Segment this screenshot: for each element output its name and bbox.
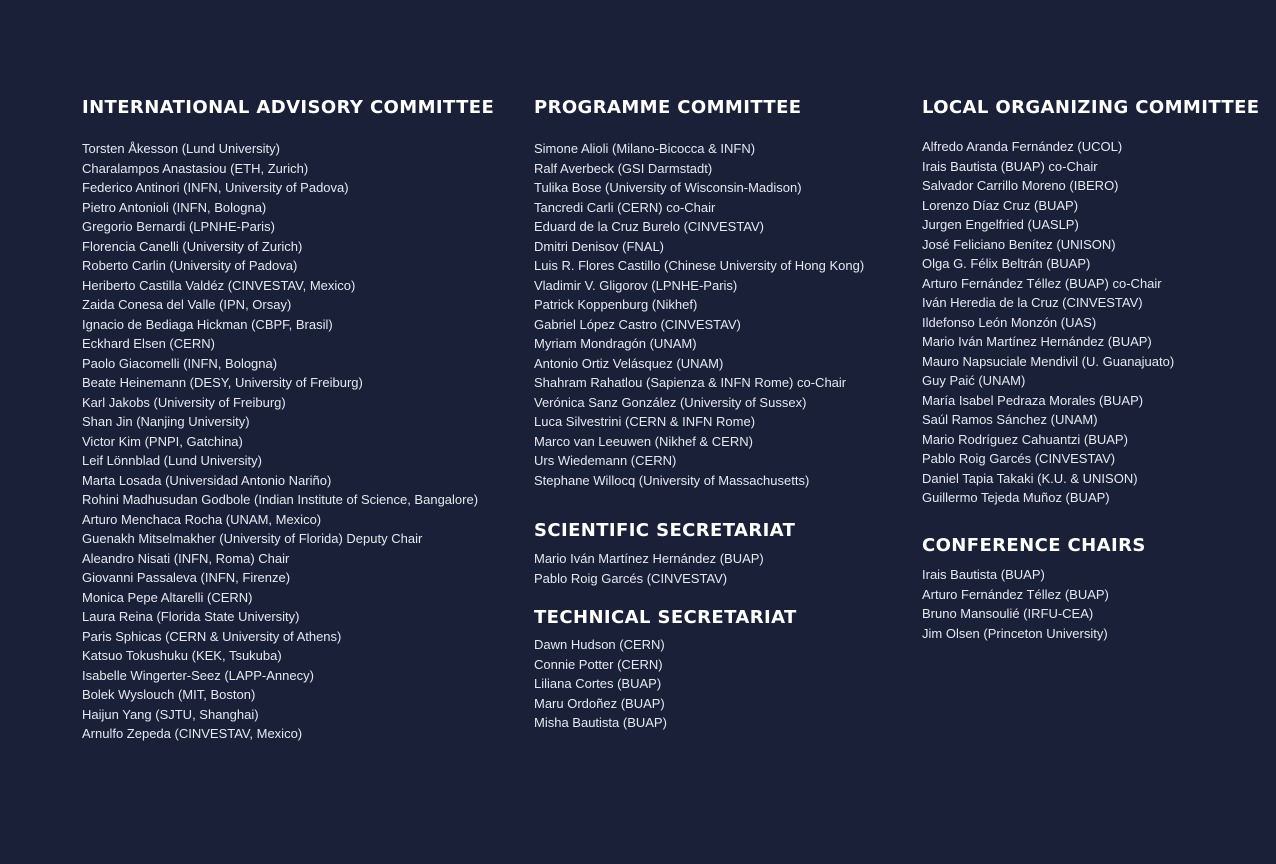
member-list-item: Antonio Ortiz Velásquez (UNAM) <box>534 355 724 371</box>
member-list-item: Florencia Canelli (University of Zurich) <box>82 238 303 254</box>
technical-secretariat-section <box>534 607 904 733</box>
member-list-item: Irais Bautista (BUAP) co-Chair <box>922 158 1098 174</box>
member-list-item: Arnulfo Zepeda (CINVESTAV, Mexico) <box>82 726 303 741</box>
member-list-item: Eduard de la Cruz Burelo (CINVESTAV) <box>534 219 764 234</box>
member-list-item: Jim Olsen (Princeton University) <box>922 625 1108 641</box>
member-list-item: Gregorio Bernardi (LPNHE-Paris) <box>82 219 275 234</box>
member-list-item: Dawn Hudson (CERN) <box>534 637 665 652</box>
member-list-item: Guy Paić (UNAM) <box>922 373 1026 388</box>
member-list-item: Liliana Cortes (BUAP) <box>534 676 662 691</box>
member-list-item: Luis R. Flores Castillo (Chinese University of Hong Kong) <box>534 258 865 273</box>
programme-committee-heading: PROGRAMME COMMITTEE <box>534 97 802 118</box>
member-list-item: José Feliciano Benítez (UNISON) <box>922 236 1116 252</box>
member-list-item: Gabriel López Castro (CINVESTAV) <box>534 316 741 332</box>
member-list-item: Guenakh Mitselmakher (University of Florida) Deputy Chair <box>82 531 423 546</box>
member-list-item: Pietro Antonioli (INFN, Bologna) <box>82 199 267 215</box>
member-list-item: Pablo Roig Garcés (CINVESTAV) <box>534 570 728 586</box>
member-list-item: Bruno Mansoulié (IRFU-CEA) <box>922 606 1094 621</box>
member-list-item: Mario Rodríguez Cahuantzi (BUAP) <box>922 431 1128 447</box>
member-list-item: Guillermo Tejeda Muñoz (BUAP) <box>922 490 1110 505</box>
member-list-item: Leif Lönnblad (Lund University) <box>82 453 262 468</box>
member-list-item: Laura Reina (Florida State University) <box>82 609 300 624</box>
international-advisory-committee-section <box>82 97 522 744</box>
member-list-item: Lorenzo Díaz Cruz (BUAP) <box>922 197 1079 213</box>
technical-secretariat-heading: TECHNICAL SECRETARIAT <box>534 607 797 628</box>
member-list-item: Daniel Tapia Takaki (K.U. & UNISON) <box>922 470 1138 486</box>
member-list-item: Shahram Rahatlou (Sapienza & INFN Rome) co-Chair <box>534 375 847 390</box>
conference-chairs-section <box>922 535 1252 643</box>
member-list-item: Isabelle Wingerter-Seez (LAPP-Annecy) <box>82 667 314 683</box>
member-list-item: Torsten Åkesson (Lund University) <box>82 141 280 156</box>
member-list-item: Saúl Ramos Sánchez (UNAM) <box>922 412 1098 427</box>
scientific-secretariat-section <box>534 520 904 588</box>
member-list-item: Monica Pepe Altarelli (CERN) <box>82 589 253 605</box>
member-list-item: Simone Alioli (Milano-Bicocca & INFN) <box>534 141 756 156</box>
conference-chairs-heading: CONFERENCE CHAIRS <box>922 535 1146 556</box>
member-list-item: Arturo Fernández Téllez (BUAP) <box>922 586 1109 602</box>
member-list-item: Tulika Bose (University of Wisconsin-Madison) <box>534 180 802 195</box>
member-list-item: Mario Iván Martínez Hernández (BUAP) <box>534 551 764 566</box>
member-list-item: Mauro Napsuciale Mendivil (U. Guanajuato) <box>922 353 1175 369</box>
member-list-item: Irais Bautista (BUAP) <box>922 567 1045 582</box>
scientific-secretariat-heading: SCIENTIFIC SECRETARIAT <box>534 520 796 541</box>
member-list-item: Marco van Leeuwen (Nikhef & CERN) <box>534 433 753 449</box>
member-list-item: Ignacio de Bediaga Hickman (CBPF, Brasil) <box>82 316 333 332</box>
international-advisory-committee-list <box>82 139 522 744</box>
member-list-item: Arturo Fernández Téllez (BUAP) co-Chair <box>922 275 1162 291</box>
member-list-item: Karl Jakobs (University of Freiburg) <box>82 394 286 410</box>
member-list-item: Pablo Roig Garcés (CINVESTAV) <box>922 451 1116 466</box>
member-list-item: Mario Iván Martínez Hernández (BUAP) <box>922 334 1152 349</box>
member-list-item: Roberto Carlin (University of Padova) <box>82 258 298 273</box>
member-list-item: Maru Ordoñez (BUAP) <box>534 695 665 711</box>
member-list-item: Marta Losada (Universidad Antonio Nariño) <box>82 472 332 488</box>
member-list-item: Heriberto Castilla Valdéz (CINVESTAV, Mexico) <box>82 277 356 293</box>
member-list-item: Paolo Giacomelli (INFN, Bologna) <box>82 355 278 371</box>
local-organizing-committee-heading: LOCAL ORGANIZING COMMITTEE <box>922 97 1260 118</box>
member-list-item: Bolek Wyslouch (MIT, Boston) <box>82 687 256 702</box>
local-organizing-committee-section <box>922 97 1260 508</box>
member-list-item: Vladimir V. Gligorov (LPNHE-Paris) <box>534 277 738 293</box>
member-list-item: Verónica Sanz González (University of Sussex) <box>534 394 807 410</box>
programme-committee-list <box>534 139 904 490</box>
member-list-item: Dmitri Denisov (FNAL) <box>534 238 665 254</box>
member-list-item: Ralf Averbeck (GSI Darmstadt) <box>534 160 713 176</box>
member-list-item: Connie Potter (CERN) <box>534 656 663 672</box>
member-list-item: Haijun Yang (SJTU, Shanghai) <box>82 706 259 722</box>
conference-chairs-list <box>922 565 1252 643</box>
member-list-item: Ildefonso León Monzón (UAS) <box>922 314 1097 330</box>
member-list-item: Eckhard Elsen (CERN) <box>82 336 215 351</box>
member-list-item: Giovanni Passaleva (INFN, Firenze) <box>82 570 291 585</box>
programme-committee-section <box>534 97 904 490</box>
member-list-item: Myriam Mondragón (UNAM) <box>534 336 697 351</box>
member-list-item: Shan Jin (Nanjing University) <box>82 414 250 429</box>
member-list-item: Olga G. Félix Beltrán (BUAP) <box>922 256 1091 271</box>
member-list-item: Arturo Menchaca Rocha (UNAM, Mexico) <box>82 511 322 527</box>
member-list-item: Urs Wiedemann (CERN) <box>534 453 677 468</box>
member-list-item: Misha Bautista (BUAP) <box>534 715 667 730</box>
member-list-item: Victor Kim (PNPI, Gatchina) <box>82 433 243 449</box>
member-list-item: Luca Silvestrini (CERN & INFN Rome) <box>534 414 756 429</box>
member-list-item: Iván Heredia de la Cruz (CINVESTAV) <box>922 295 1143 310</box>
scientific-secretariat-list <box>534 549 904 588</box>
member-list-item: Paris Sphicas (CERN & University of Athens) <box>82 628 342 644</box>
international-advisory-committee-heading: INTERNATIONAL ADVISORY COMMITTEE <box>82 97 495 118</box>
member-list-item: Jurgen Engelfried (UASLP) <box>922 217 1079 232</box>
member-list-item: Zaida Conesa del Valle (IPN, Orsay) <box>82 297 292 312</box>
member-list-item: Alfredo Aranda Fernández (UCOL) <box>922 139 1123 154</box>
member-list-item: Tancredi Carli (CERN) co-Chair <box>534 199 716 215</box>
member-list-item: Federico Antinori (INFN, University of Padova) <box>82 180 349 195</box>
member-list-item: Patrick Koppenburg (Nikhef) <box>534 297 698 312</box>
member-list-item: Katsuo Tokushuku (KEK, Tsukuba) <box>82 648 282 663</box>
technical-secretariat-list <box>534 635 904 733</box>
member-list-item: Aleandro Nisati (INFN, Roma) Chair <box>82 550 290 566</box>
member-list-item: Charalampos Anastasiou (ETH, Zurich) <box>82 160 309 176</box>
local-organizing-committee-list <box>922 137 1252 508</box>
member-list-item: Stephane Willocq (University of Massachusetts) <box>534 472 810 488</box>
member-list-item: Rohini Madhusudan Godbole (Indian Institute of Science, Bangalore) <box>82 492 479 507</box>
member-list-item: Beate Heinemann (DESY, University of Freiburg) <box>82 375 363 390</box>
member-list-item: María Isabel Pedraza Morales (BUAP) <box>922 392 1144 408</box>
member-list-item: Salvador Carrillo Moreno (IBERO) <box>922 178 1119 193</box>
